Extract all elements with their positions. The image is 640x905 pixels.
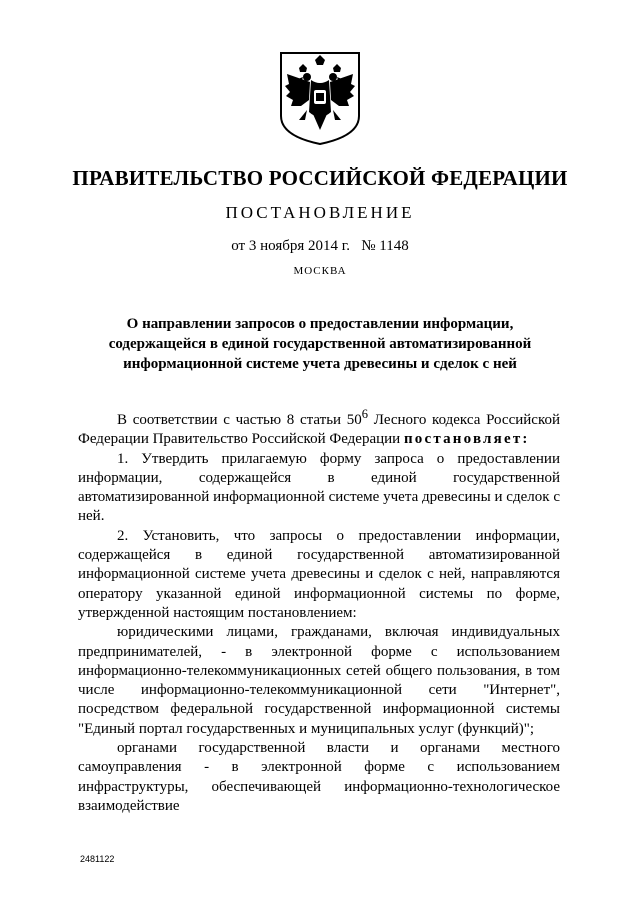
- document-type: ПОСТАНОВЛЕНИЕ: [225, 203, 415, 222]
- document-body: [78, 405, 560, 816]
- document-date: от 3 ноября 2014 г.: [231, 238, 350, 254]
- document-code: 2481122: [80, 854, 115, 864]
- paragraph-2: 2. Установить, что запросы о предоставлении информации, содержащейся в единой государственной автоматизированной информационной системе учета древесины и сделок с ней, направляются оператору указанной единой информационной системы по форме, утвержденной настоящим постановлением:: [78, 527, 560, 621]
- paragraph-1: 1. Утвердить прилагаемую форму запроса о предоставлении информации, содержащейся в единой государственной автоматизированной информационной системе учета древесины и сделок с ней.: [78, 450, 560, 525]
- subject-line: содержащейся в единой государственной автоматизированной: [108, 336, 532, 352]
- subject-line: информационной системе учета древесины и сделок с ней: [123, 356, 517, 372]
- document-subject: [90, 314, 550, 374]
- russian-coat-of-arms-icon: [277, 50, 363, 146]
- city: МОСКВА: [293, 265, 347, 277]
- document-number: № 1148: [361, 238, 409, 254]
- keyword-decree: постановляет:: [403, 431, 530, 448]
- date-number-line: [0, 238, 640, 255]
- paragraph-4: органами государственной власти и органами местного самоуправления - в электронной форме с использованием инфраструктуры, обеспечивающей информационно-технологическое взаимодействие: [78, 740, 560, 814]
- intro-paragraph: В соответствии с частью 8 статьи $50^6$ Лесного кодекса Российской Федерации Правительство Российской Федерации постановляет:: [78, 407, 560, 448]
- paragraph-3: юридическими лицами, гражданами, включая индивидуальных предпринимателей, - в электронной форме с использованием информационно-телекоммуникационных сетей общего пользования, в том числе информационно-телекоммуникационной сети "Интернет", посредством федеральной государственной информационной системы "Единый портал государственных и муниципальных услуг (функций)";: [78, 624, 560, 737]
- government-title: ПРАВИТЕЛЬСТВО РОССИЙСКОЙ ФЕДЕРАЦИИ: [72, 166, 568, 190]
- superscript: 6: [361, 407, 369, 421]
- subject-line: О направлении запросов о предоставлении информации,: [126, 316, 514, 332]
